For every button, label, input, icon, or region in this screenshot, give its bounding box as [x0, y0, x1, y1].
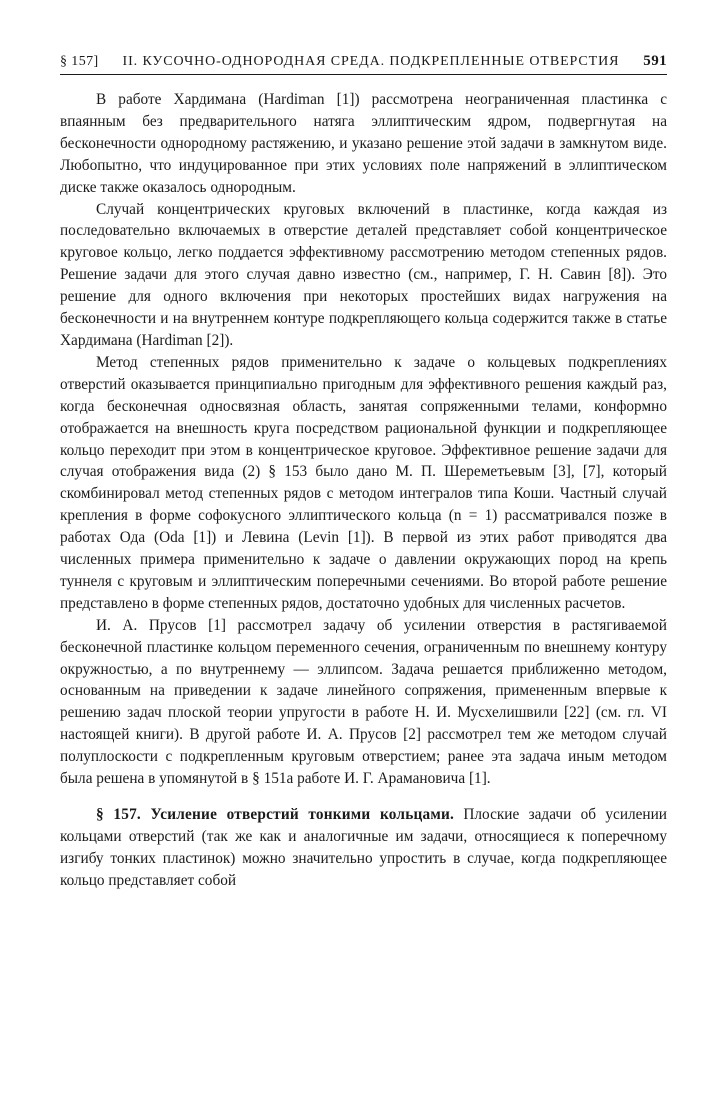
header-section-ref: § 157] — [60, 54, 99, 69]
paragraph-concentric-inclusions: Случай концентрических круговых включений в пластинке, когда каждая из последовательно включаемых в отверстие деталей представляет собой концентрическое круговое кольцо, легко поддается эффективному рассмотрению методом степенных рядов. Решение задачи для этого случая давно известно (см., например, Г. Н. Савин [8]). Это решение для одного включения при некоторых простейших видах нагружения на бесконечности и на внутреннем контуре подкрепляющего кольца содержится также в статье Хардимана (Hardiman [2]). — [60, 200, 667, 349]
header-chapter-title: II. КУСОЧНО-ОДНОРОДНАЯ СРЕДА. ПОДКРЕПЛЕННЫЕ ОТВЕРСТИЯ — [122, 54, 620, 69]
body-text — [60, 89, 667, 892]
paragraph-hardiman: В работе Хардимана (Hardiman [1]) рассмотрена неограниченная пластинка с впаянным без предварительного натяга эллиптическим ядром, подвергнутая на бесконечности однородному растяжению, и указано решение этой задачи в замкнутом виде. Любопытно, что индуцированное при этих условиях поле напряжений в эллиптическом диске также оказалось однородным. — [60, 91, 667, 196]
section-paragraph — [60, 804, 667, 892]
book-page — [60, 52, 667, 1087]
page-number: 591 — [643, 53, 667, 69]
section-text: Плоские задачи об усилении кольцами отверстий (так же как и аналогичные им задачи, относящиеся к поперечному изгибу тонких пластинок) можно значительно упростить в случае, когда подкрепляющее кольцо представляет собой — [60, 806, 667, 889]
section-157 — [60, 804, 667, 892]
paragraph-prusov: И. А. Прусов [1] рассмотрел задачу об усилении отверстия в растягиваемой бесконечной пластинке кольцом переменного сечения, ограниченным по внешнему контуру окружностью, а по внутреннему — эллипсом. Задача решается приближенно методом, основанным на приведении к задаче линейного сопряжения, примененным впервые к решению задач плоской теории упругости в работе Н. И. Мусхелишвили [22] (см. гл. VI настоящей книги). В другой работе И. А. Прусов [2] рассмотрел тем же методом случай полуплоскости с подкрепленным круговым отверстием; ранее эта задача иным методом была решена в упомянутой в § 151а работе И. Г. Арамановича [1]. — [60, 616, 667, 788]
section-heading: § 157. Усиление отверстий тонкими кольцами. — [96, 806, 455, 823]
paragraph-power-series-method: Метод степенных рядов применительно к задаче о кольцевых подкреплениях отверстий оказывается принципиально пригодным для эффективного решения каждый раз, когда бесконечная односвязная область, занятая сопряженными телами, конформно отображается на внешность круга посредством рациональной функции и подкрепляющее кольцо переходит при этом в концентрическое круговое. Эффективное решение задачи для случая отображения вида (2) § 153 было дано М. П. Шереметьевым [3], [7], который скомбинировал метод степенных рядов с методом интегралов типа Коши. Частный случай крепления в форме софокусного эллиптического кольца (n = 1) рассматривался позже в работах Ода (Oda [1]) и Левина (Levin [1]). В первой из этих работ приводятся два численных примера применительно к задаче о давлении окружающих пород на крепь туннеля с круговым и эллиптическим поперечными сечениями. Во второй работе решение представлено в форме степенных рядов, достаточно удобных для численных расчетов. — [60, 353, 667, 612]
running-header — [60, 52, 667, 75]
